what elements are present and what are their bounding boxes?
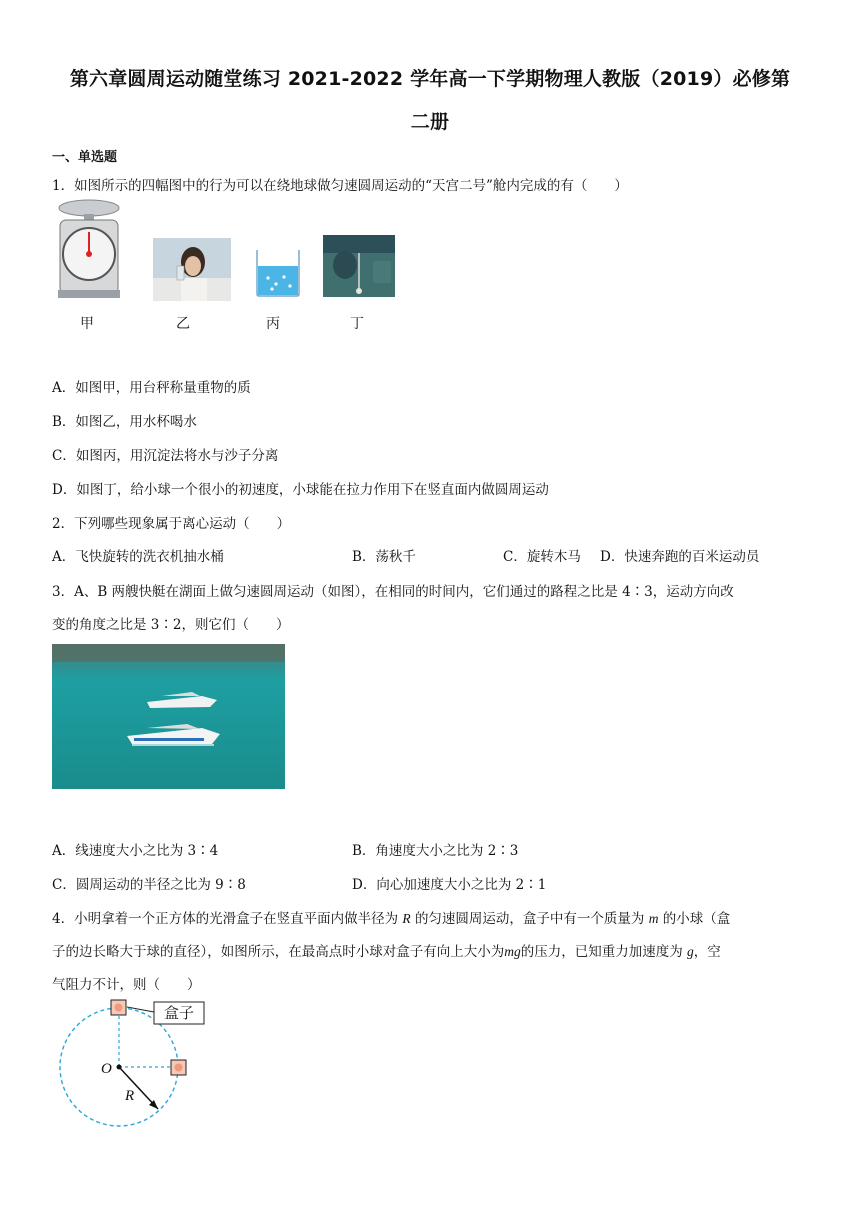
- q4-stem-line1: 4．小明拿着一个正方体的光滑盒子在竖直平面内做半径为 R 的匀速圆周运动，盒子中有一个质量为 m 的小球（盒: [52, 911, 731, 927]
- caption-jia: 甲: [80, 316, 94, 332]
- label-r: R: [125, 1088, 135, 1104]
- q2-option-d: D．快速奔跑的百米运动员: [600, 549, 760, 565]
- q2-option-b: B．荡秋千: [352, 549, 416, 565]
- doc-title-line1: 第六章圆周运动随堂练习 2021-2022 学年高一下学期物理人教版（2019）必修第: [69, 68, 791, 90]
- q3-option-a: A．线速度大小之比为 3∶4: [52, 843, 219, 859]
- box-label: 盒子: [163, 1004, 195, 1022]
- q3-stem-line2: 变的角度之比是 3∶2，则它们（ ）: [52, 617, 290, 633]
- speedboats-image: [52, 644, 285, 789]
- scale-image: [56, 198, 122, 300]
- beaker-image: [254, 248, 302, 298]
- q2-option-a: A．飞快旋转的洗衣机抽水桶: [52, 549, 224, 565]
- caption-ding: 丁: [350, 316, 364, 332]
- q2-stem: 2．下列哪些现象属于离心运动（ ）: [52, 516, 291, 532]
- q3-stem-line1: 3．A、B 两艘快艇在湖面上做匀速圆周运动（如图），在相同的时间内，它们通过的路程之比是 4∶3，运动方向改: [52, 584, 734, 600]
- q1-option-d: D．如图丁，给小球一个很小的初速度，小球能在拉力作用下在竖直面内做圆周运动: [52, 482, 549, 498]
- q1-stem: 1．如图所示的四幅图中的行为可以在绕地球做匀速圆周运动的“天宫二号”舱内完成的有（ ）: [52, 178, 628, 194]
- q3-option-b: B．角速度大小之比为 2∶3: [352, 843, 519, 859]
- q3-option-c: C．圆周运动的半径之比为 9∶8: [52, 877, 246, 893]
- q1-option-c: C．如图丙，用沉淀法将水与沙子分离: [52, 448, 279, 464]
- doc-title-line2: 二册: [410, 111, 450, 133]
- q1-option-b: B．如图乙，用水杯喝水: [52, 414, 197, 430]
- section-heading: 一、单选题: [52, 150, 118, 165]
- drinking-woman-image: [153, 238, 231, 301]
- caption-bing: 丙: [266, 316, 280, 332]
- q2-option-c: C．旋转木马: [503, 549, 581, 565]
- caption-yi: 乙: [176, 316, 190, 332]
- q4-stem-line3: 气阻力不计，则（ ）: [52, 977, 201, 993]
- q1-option-a: A．如图甲，用台秤称量重物的质: [52, 380, 251, 396]
- label-o: O: [101, 1061, 112, 1077]
- q4-stem-line2: 子的边长略大于球的直径），如图所示，在最高点时小球对盒子有向上大小为mg的压力，已知重力加速度为 g，空: [52, 944, 721, 960]
- q3-option-d: D．向心加速度大小之比为 2∶1: [352, 877, 547, 893]
- circular-motion-diagram: [50, 996, 220, 1130]
- astronaut-image: [323, 235, 395, 297]
